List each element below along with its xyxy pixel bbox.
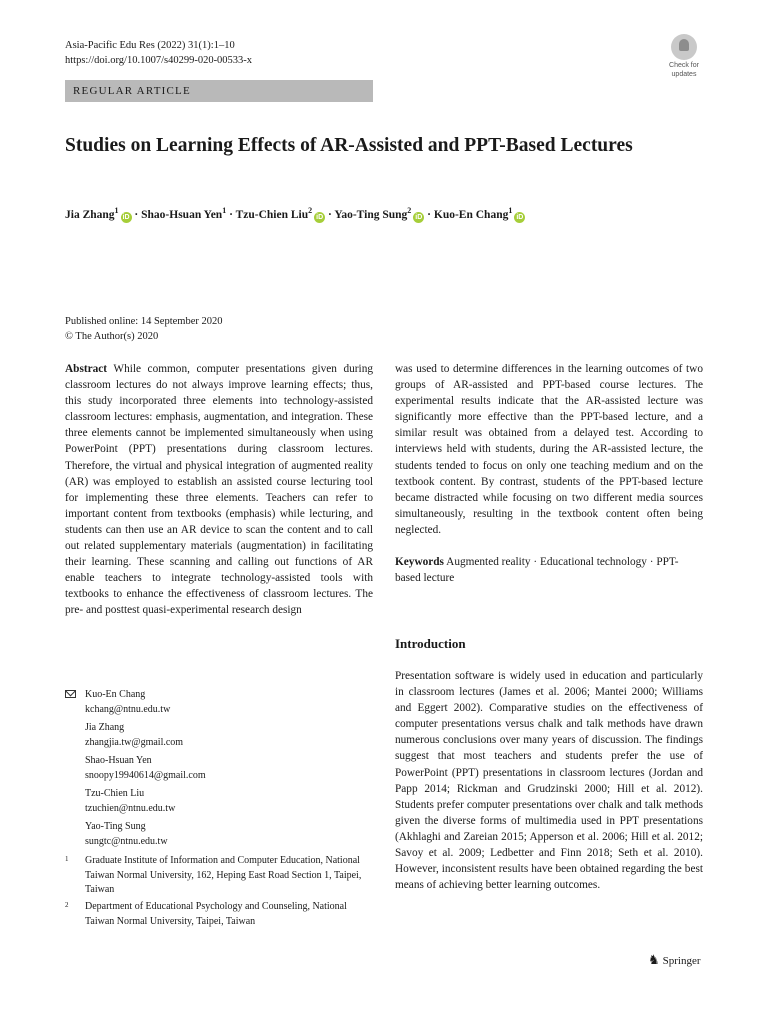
orcid-icon[interactable]: iD [415, 213, 423, 221]
correspondence-block [65, 688, 373, 853]
corr-email[interactable]: zhangjia.tw@gmail.com [85, 736, 184, 748]
affiliation-text: Graduate Institute of Information and Computer Education, National Taiwan Normal University, 162, Heping East Road Section 1, Taipei, Taiwan [85, 855, 362, 895]
abstract-label: Abstract [65, 363, 108, 375]
affiliation-1 [65, 854, 365, 898]
correspondence-entry [85, 787, 373, 816]
corr-email[interactable]: snoopy19940614@gmail.com [85, 769, 206, 781]
publisher-logo [648, 952, 701, 968]
check-for-updates-badge[interactable] [664, 34, 704, 76]
correspondence-entry [85, 820, 373, 849]
orcid-icon[interactable]: iD [316, 213, 324, 221]
correspondence-entry [85, 721, 373, 750]
affiliation-text: Department of Educational Psychology and Counseling, National Taiwan Normal University, Taipei, Taiwan [85, 901, 347, 927]
corr-email[interactable]: tzuchien@ntnu.edu.tw [85, 802, 176, 814]
author-name[interactable]: Yao-Ting Sung [334, 208, 408, 221]
badge-line1: Check for [669, 62, 699, 69]
author-separator: · [131, 208, 142, 221]
author-list [65, 202, 705, 224]
affiliation-number: 2 [65, 901, 69, 909]
keywords-text: Augmented reality · Educational technology · PPT-based lecture [395, 556, 679, 585]
introduction-heading: Introduction [395, 636, 466, 651]
corr-name: Kuo-En Chang [85, 689, 146, 700]
author-affiliation-mark: 1 [114, 206, 119, 215]
article-type-banner: REGULAR ARTICLE [65, 80, 373, 102]
author-affiliation-mark: 1 [508, 206, 513, 215]
author-separator: · [325, 208, 335, 221]
affiliation-number: 1 [65, 855, 69, 863]
check-updates-icon [671, 34, 697, 60]
orcid-icon[interactable]: iD [516, 213, 524, 221]
corr-email[interactable]: kchang@ntnu.edu.tw [85, 703, 171, 715]
copyright: © The Author(s) 2020 [65, 331, 159, 342]
author-separator: · [424, 208, 434, 221]
journal-citation: Asia-Pacific Edu Res (2022) 31(1):1–10 [65, 40, 235, 51]
article-title: Studies on Learning Effects of AR-Assisted and PPT-Based Lectures [65, 135, 633, 156]
published-date: Published online: 14 September 2020 [65, 316, 223, 327]
corr-name: Jia Zhang [85, 722, 125, 733]
publisher-name: Springer [662, 955, 701, 967]
publication-info [65, 314, 223, 344]
author-affiliation-mark: 2 [407, 206, 412, 215]
journal-header [65, 38, 252, 68]
abstract-text-left: While common, computer presentations given during classroom lectures do not always improve learning effects; thus, this study incorporated three elements into technology-assisted classroom lectures: emphasis, augmentation, and integration. These three elements cannot be implemented simultaneously when using PowerPoint (PPT) presentations during classroom lectures. Therefore, the virtual and physical integration of augmented reality (AR) was employed to establish an assisted course lecturing tool for implementing these three elements. Teachers can refer to important content from textbooks (emphasis) while lecturing, and students can then use an AR device to scan the content and to call out related supplementary materials (augmentation) in facilitating their learning. These scanning and calling out functions of AR enable teachers to integrate technology-assisted tools with textbooks to enhance the effectiveness of classroom lectures. The pre- and posttest quasi-experimental research design [65, 363, 373, 617]
corr-name: Yao-Ting Sung [85, 821, 146, 832]
corr-email[interactable]: sungtc@ntnu.edu.tw [85, 835, 168, 847]
author-separator: · [226, 208, 236, 221]
correspondence-entry [85, 754, 373, 783]
badge-line2: updates [671, 71, 697, 78]
author-affiliation-mark: 2 [308, 206, 313, 215]
doi-link[interactable]: https://doi.org/10.1007/s40299-020-00533-x [65, 55, 253, 66]
corr-name: Shao-Hsuan Yen [85, 755, 152, 766]
author-name[interactable]: Tzu-Chien Liu [235, 208, 309, 221]
envelope-icon [65, 690, 76, 698]
orcid-icon[interactable]: iD [122, 213, 130, 221]
abstract-left [65, 361, 373, 619]
keywords [395, 554, 703, 586]
keywords-label: Keywords [395, 556, 444, 569]
author-affiliation-mark: 1 [222, 206, 227, 215]
author-name[interactable]: Kuo-En Chang [433, 208, 509, 221]
author-name[interactable]: Jia Zhang [65, 208, 115, 221]
abstract-text-right: was used to determine differences in the learning outcomes of two groups of AR-assisted and PPT-based course lectures. The experimental results indicate that the AR-assisted lecture was significantly more effective than the PPT-based lecture, and a similar result was obtained from a delayed test. According to interviews held with students, during the AR-assisted lecture, the students tended to focus on only one teaching medium and on the textbook content. By contrast, students of the PPT-based lecture became distracted while focusing on two different media sources simultaneously, resulting in the textbook content often being neglected. [395, 363, 703, 536]
affiliation-2 [65, 900, 365, 929]
introduction-text: Presentation software is widely used in education and particularly in classroom lectures (James et al. 2006; Mantei 2000; Williams and Eggert 2002). Comparative studies on the effectiveness of computer presentations versus chalk and talk methods have drawn numerous conclusions over many years of discussion. The findings suggest that most teachers and students prefer the use of PowerPoint (PPT) presentations in classroom lectures (Jordan and Papp 2014; Rickman and Grudzinski 2000; Hill et al. 2012). Students prefer computer presentations over chalk and talk methods given the diverse forms of multimedia used in PPT presentations (Akhlaghi and Zareian 2015; Apperson et al. 2006; Hill et al. 2012; Savoy et al. 2009; Ledbetter and Finn 2018; Seth et al. 2010). However, inconsistent results have been obtained regarding the best means of achieving better learning outcomes. [395, 670, 703, 892]
corr-name: Tzu-Chien Liu [85, 788, 145, 799]
springer-horse-icon: ♞ [648, 952, 660, 967]
correspondence-entry [85, 688, 373, 717]
abstract-right [395, 361, 703, 586]
author-name[interactable]: Shao-Hsuan Yen [141, 208, 223, 221]
